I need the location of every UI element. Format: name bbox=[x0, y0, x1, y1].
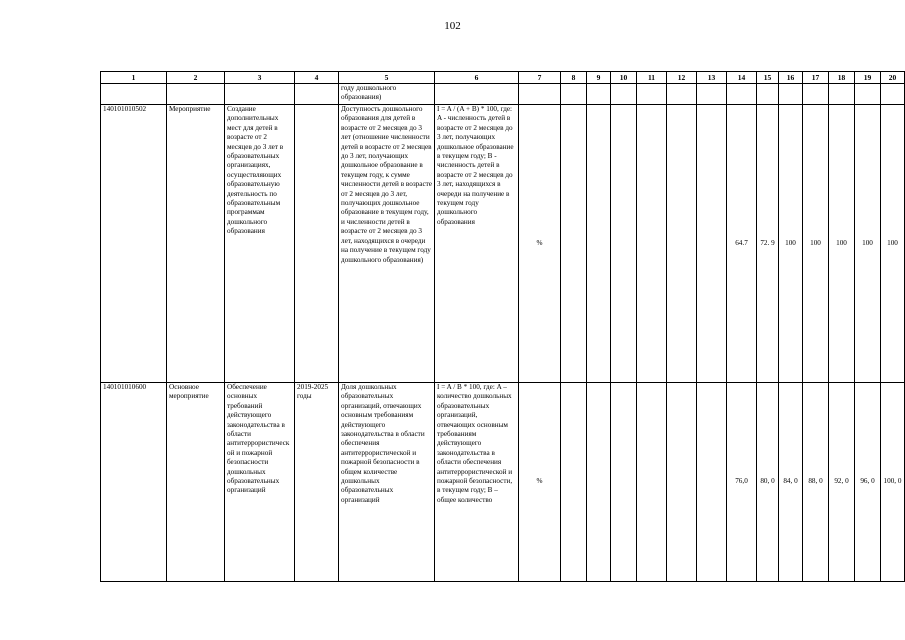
row-value: 96, 0 bbox=[855, 383, 881, 582]
col-header: 19 bbox=[855, 72, 881, 84]
row-value bbox=[697, 383, 727, 582]
col-header: 5 bbox=[339, 72, 435, 84]
col-header: 16 bbox=[779, 72, 803, 84]
row-value bbox=[611, 105, 637, 383]
row-name: Создание дополнительных мест для детей в возрасте от 2 месяцев до 3 лет в образовательных организациях, осуществляющих образовательную деятельность по образовательным программам дошкольного образования bbox=[225, 105, 295, 383]
row-value bbox=[561, 105, 587, 383]
header-row bbox=[101, 72, 905, 84]
row-value: 72. 9 bbox=[757, 105, 779, 383]
row-period: 2019-2025 годы bbox=[295, 383, 339, 582]
row-value: 100, 0 bbox=[881, 383, 905, 582]
row-value: 100 bbox=[855, 105, 881, 383]
row-value bbox=[667, 105, 697, 383]
col-header: 4 bbox=[295, 72, 339, 84]
row-value: 100 bbox=[829, 105, 855, 383]
row-value: 76,0 bbox=[727, 383, 757, 582]
row-value: 100 bbox=[779, 105, 803, 383]
indicator-continuation: году дошкольного образования) bbox=[339, 84, 435, 105]
row-value: 88, 0 bbox=[803, 383, 829, 582]
row-unit: % bbox=[519, 105, 561, 383]
program-indicators-table bbox=[100, 71, 905, 582]
page-number: 102 bbox=[444, 20, 461, 32]
row-code: 140101010600 bbox=[101, 383, 167, 582]
col-header: 11 bbox=[637, 72, 667, 84]
row-unit: % bbox=[519, 383, 561, 582]
col-header: 1 bbox=[101, 72, 167, 84]
row-value bbox=[587, 383, 611, 582]
col-header: 10 bbox=[611, 72, 637, 84]
row-value bbox=[587, 105, 611, 383]
col-header: 9 bbox=[587, 72, 611, 84]
table-row bbox=[101, 383, 905, 582]
col-header: 20 bbox=[881, 72, 905, 84]
col-header: 2 bbox=[167, 72, 225, 84]
row-value bbox=[611, 383, 637, 582]
col-header: 18 bbox=[829, 72, 855, 84]
col-header: 14 bbox=[727, 72, 757, 84]
row-value bbox=[561, 383, 587, 582]
col-header: 6 bbox=[435, 72, 519, 84]
col-header: 17 bbox=[803, 72, 829, 84]
row-code: 140101010502 bbox=[101, 105, 167, 383]
col-header: 3 bbox=[225, 72, 295, 84]
row-value bbox=[637, 105, 667, 383]
row-type: Мероприятие bbox=[167, 105, 225, 383]
row-value bbox=[697, 105, 727, 383]
col-header: 8 bbox=[561, 72, 587, 84]
row-value bbox=[637, 383, 667, 582]
row-indicator: Доступность дошкольного образования для детей в возрасте от 2 месяцев до 3 лет (отношение численности детей в возрасте от 2 месяцев до 3 лет, получающих дошкольное образование в текущем году, к сумме численности детей в возрасте от 2 месяцев до 3 лет, получающих дошкольное образование в текущем году, и численности детей в возрасте от 2 месяцев до 3 лет, находящихся в очереди на получение в текущем году дошкольного образования) bbox=[339, 105, 435, 383]
row-formula: I = A / (A + B) * 100, где: A - численность детей в возрасте от 2 месяцев до 3 лет, получающих дошкольное образование в текущем году; B - численность детей в возрасте от 2 месяцев до 3 лет, находящихся в очереди на получение в текущем году дошкольного образования bbox=[435, 105, 519, 383]
col-header: 7 bbox=[519, 72, 561, 84]
row-value bbox=[667, 383, 697, 582]
row-period bbox=[295, 105, 339, 383]
row-type: Основное мероприятие bbox=[167, 383, 225, 582]
row-value: 80, 0 bbox=[757, 383, 779, 582]
row-indicator: Доля дошкольных образовательных организаций, отвечающих основным требованиям действующего законодательства в области обеспечения антитеррористической и пожарной безопасности в общем количестве дошкольных образовательных организаций bbox=[339, 383, 435, 582]
col-header: 13 bbox=[697, 72, 727, 84]
row-value: 64.7 bbox=[727, 105, 757, 383]
row-value: 84, 0 bbox=[779, 383, 803, 582]
row-name: Обеспечение основных требований действующего законодательства в области антитеррористической и пожарной безопасности дошкольных образовательных организаций bbox=[225, 383, 295, 582]
table-row bbox=[101, 105, 905, 383]
row-formula: I = A / B * 100, где: A – количество дошкольных образовательных организаций, отвечающих основным требованиям действующего законодательства в области обеспечения антитеррористической и пожарной безопасности, в текущем году; B – общее количество bbox=[435, 383, 519, 582]
row-value: 100 bbox=[803, 105, 829, 383]
row-value: 100 bbox=[881, 105, 905, 383]
carry-over-row bbox=[101, 84, 905, 105]
row-value: 92, 0 bbox=[829, 383, 855, 582]
col-header: 15 bbox=[757, 72, 779, 84]
col-header: 12 bbox=[667, 72, 697, 84]
